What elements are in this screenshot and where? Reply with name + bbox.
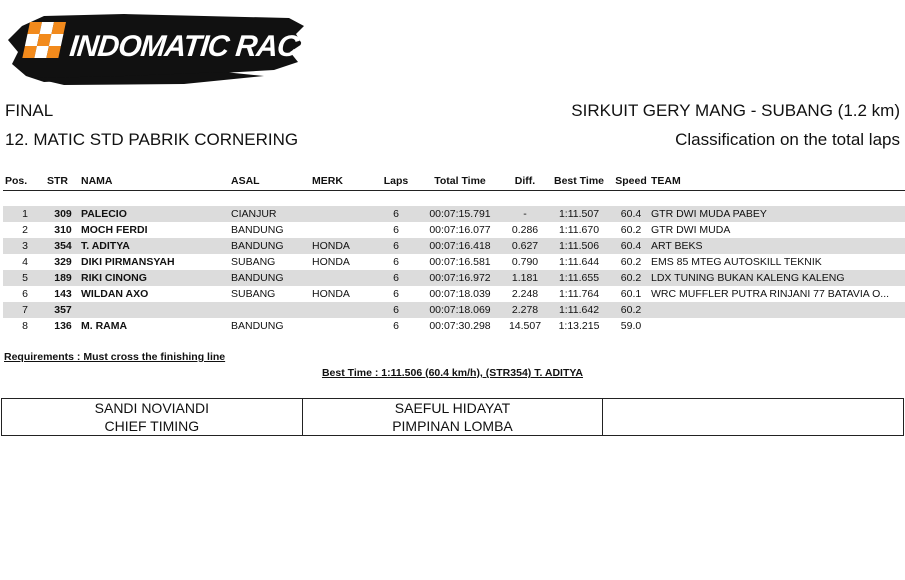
col-pos-header: Pos. (3, 172, 45, 191)
laps-cell: 6 (375, 238, 415, 254)
laps-cell: 6 (375, 206, 415, 222)
speed-cell: 60.2 (611, 270, 649, 286)
class-name: 12. MATIC STD PABRIK CORNERING (5, 130, 299, 149)
laps-cell: 6 (393, 256, 399, 268)
table-row (3, 286, 905, 302)
asal-cell: BANDUNG (231, 320, 284, 332)
requirements-note: Requirements : Must cross the finishing line (4, 351, 226, 363)
speed-cell: 60.2 (611, 302, 649, 318)
laps-cell: 6 (393, 224, 399, 236)
diff-cell: - (503, 206, 545, 222)
indomatic-race-logo (4, 6, 306, 86)
total-time-cell: 00:07:18.069 (415, 302, 503, 318)
table-row (3, 206, 905, 222)
best-time-cell: 1:11.644 (558, 256, 600, 268)
total-time-cell: 00:07:16.581 (429, 256, 491, 268)
laps-cell: 6 (393, 320, 399, 332)
pos-cell: 8 (22, 320, 28, 332)
merk-cell (310, 302, 375, 318)
merk-cell (310, 270, 375, 286)
diff-cell: 2.278 (503, 302, 545, 318)
laps-cell: 6 (375, 270, 415, 286)
nama-cell: RIKI CINONG (79, 270, 229, 286)
diff-cell: 0.790 (511, 256, 539, 268)
session-title: FINAL (5, 101, 54, 120)
asal-cell: SUBANG (231, 256, 276, 268)
pos-cell: 2 (22, 224, 28, 236)
nama-cell: T. ADITYA (79, 238, 229, 254)
laps-cell: 6 (393, 288, 399, 300)
pos-cell: 1 (3, 206, 45, 222)
speed-cell: 60.4 (611, 238, 649, 254)
col-str-header: STR (45, 172, 79, 191)
team-cell: EMS 85 MTEG AUTOSKILL TEKNIK (651, 256, 822, 268)
table-header-row (3, 172, 905, 191)
best-time-cell: 1:11.506 (545, 238, 611, 254)
merk-cell: HONDA (312, 288, 350, 300)
asal-cell: SUBANG (231, 288, 276, 300)
table-row (3, 302, 905, 318)
str-cell: 310 (54, 224, 72, 236)
best-time-cell: 1:11.507 (545, 206, 611, 222)
diff-cell: 14.507 (508, 320, 542, 332)
laps-cell: 6 (375, 302, 415, 318)
signatory-name: SAEFUL HIDAYAT (394, 400, 511, 416)
table-row (3, 318, 905, 334)
diff-cell: 0.627 (503, 238, 545, 254)
col-speed-header: Speed (611, 172, 649, 191)
total-time-cell: 00:07:16.418 (415, 238, 503, 254)
total-time-cell: 00:07:16.077 (429, 224, 491, 236)
pos-cell: 3 (3, 238, 45, 254)
total-time-cell: 00:07:30.298 (429, 320, 491, 332)
asal-cell: BANDUNG (229, 270, 310, 286)
speed-cell: 60.2 (620, 224, 642, 236)
col-merk-header: MERK (310, 172, 375, 191)
str-cell: 329 (54, 256, 72, 268)
asal-cell (229, 302, 310, 318)
speed-cell: 59.0 (620, 320, 642, 332)
pos-cell: 6 (22, 288, 28, 300)
str-cell: 136 (54, 320, 72, 332)
merk-cell (310, 222, 375, 238)
total-time-cell: 00:07:16.972 (415, 270, 503, 286)
team-cell: ART BEKS (649, 238, 905, 254)
pos-cell: 7 (3, 302, 45, 318)
team-cell: GTR DWI MUDA PABEY (649, 206, 905, 222)
col-nama-header: NAMA (79, 172, 229, 191)
team-cell (649, 302, 905, 318)
speed-cell: 60.1 (620, 288, 642, 300)
best-time-cell: 1:13.215 (558, 320, 600, 332)
nama-cell: M. RAMA (81, 320, 128, 332)
col-laps-header: Laps (375, 172, 415, 191)
nama-cell (79, 302, 229, 318)
pos-cell: 4 (22, 256, 28, 268)
speed-cell: 60.2 (620, 256, 642, 268)
team-cell: WRC MUFFLER PUTRA RINJANI 77 BATAVIA O... (651, 288, 890, 300)
total-time-cell: 00:07:15.791 (415, 206, 503, 222)
nama-cell: WILDAN AXO (81, 288, 149, 300)
asal-cell: CIANJUR (229, 206, 310, 222)
best-time-cell: 1:11.655 (545, 270, 611, 286)
circuit-name: SIRKUIT GERY MANG - SUBANG (1.2 km) (571, 101, 900, 120)
nama-cell: PALECIO (79, 206, 229, 222)
diff-cell: 2.248 (511, 288, 539, 300)
nama-cell: DIKI PIRMANSYAH (81, 256, 175, 268)
col-asal-header: ASAL (229, 172, 310, 191)
results-table (3, 172, 905, 334)
table-row (3, 238, 905, 254)
asal-cell: BANDUNG (231, 224, 284, 236)
merk-cell: HONDA (310, 238, 375, 254)
merk-cell (310, 206, 375, 222)
diff-cell: 1.181 (503, 270, 545, 286)
merk-cell: HONDA (312, 256, 350, 268)
col-team-header: TEAM (649, 172, 905, 191)
best-time-cell: 1:11.670 (558, 224, 600, 236)
svg-text:INDOMATIC RACE: INDOMATIC RACE (68, 30, 306, 63)
table-row (3, 254, 905, 270)
str-cell: 143 (54, 288, 72, 300)
signatory-role: PIMPINAN LOMBA (392, 418, 513, 434)
table-row (3, 270, 905, 286)
best-time-cell: 1:11.764 (558, 288, 600, 300)
classification-note: Classification on the total laps (675, 130, 900, 149)
team-cell: LDX TUNING BUKAN KALENG KALENG (649, 270, 905, 286)
pos-cell: 5 (3, 270, 45, 286)
str-cell: 354 (45, 238, 79, 254)
str-cell: 309 (45, 206, 79, 222)
total-time-cell: 00:07:18.039 (429, 288, 491, 300)
signatory-role: CHIEF TIMING (104, 418, 200, 434)
signature-cell (302, 399, 603, 436)
signatory-name: SANDI NOVIANDI (94, 400, 209, 416)
signature-cell (2, 399, 303, 436)
str-cell: 189 (45, 270, 79, 286)
signature-cell (603, 399, 904, 436)
table-row (3, 222, 905, 238)
col-diff-header: Diff. (503, 172, 545, 191)
diff-cell: 0.286 (511, 224, 539, 236)
merk-cell (310, 318, 375, 334)
team-cell (649, 318, 905, 334)
best-time-cell: 1:11.642 (545, 302, 611, 318)
asal-cell: BANDUNG (229, 238, 310, 254)
speed-cell: 60.4 (611, 206, 649, 222)
signature-table (1, 398, 904, 436)
team-cell: GTR DWI MUDA (651, 224, 731, 236)
str-cell: 357 (45, 302, 79, 318)
col-total-time-header: Total Time (415, 172, 503, 191)
best-time-note: Best Time : 1:11.506 (60.4 km/h), (STR354) T. ADITYA (321, 367, 584, 379)
col-best-time-header: Best Time (545, 172, 611, 191)
nama-cell: MOCH FERDI (81, 224, 148, 236)
